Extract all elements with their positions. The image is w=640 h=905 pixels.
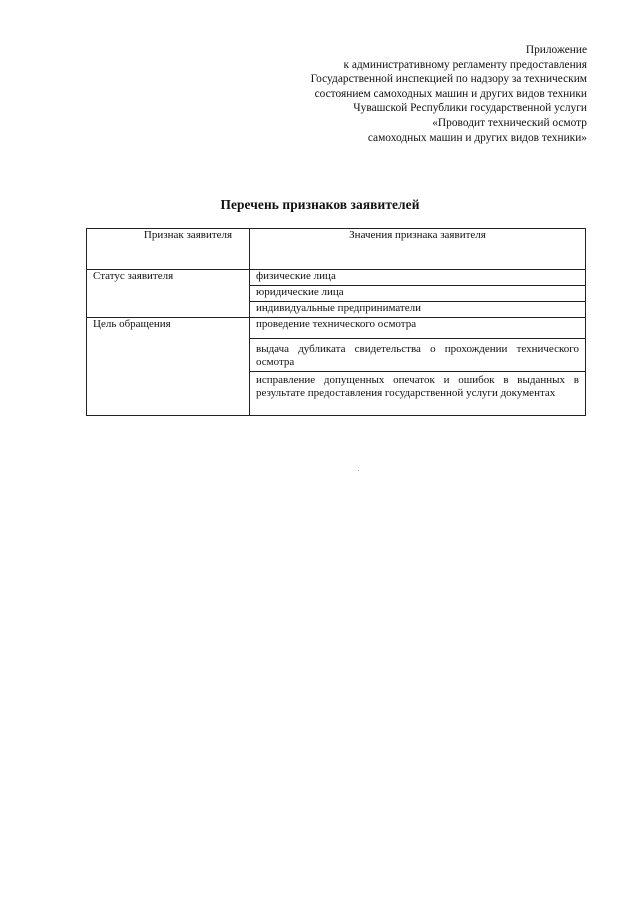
table-row — [87, 318, 586, 339]
value-cell: выдача дубликата свидетельства о прохождении технического осмотра — [250, 339, 586, 372]
scan-speck — [358, 470, 359, 471]
applicant-signs-table — [86, 228, 586, 416]
appendix-line: Приложение — [525, 44, 587, 56]
appendix-line: состоянием самоходных машин и других видов техники — [314, 87, 587, 100]
value-cell: физические лица — [250, 270, 586, 286]
sign-status: Статус заявителя — [87, 270, 250, 318]
value-cell: индивидуальные предприниматели — [250, 302, 586, 318]
appendix-line: Государственной инспекцией по надзору за техническим — [310, 73, 587, 86]
value-cell: исправление допущенных опечаток и ошибок в выданных в результате предоставления государственной услуги документах — [250, 372, 586, 416]
document-title: Перечень признаков заявителей — [220, 197, 420, 212]
appendix-line: самоходных машин и других видов техники» — [367, 131, 587, 144]
table-row — [87, 270, 586, 286]
appendix-line: к административному регламенту предоставления — [343, 58, 587, 71]
appendix-line: «Проводит технический осмотр — [432, 116, 587, 129]
table-header-row — [87, 229, 586, 270]
sign-purpose: Цель обращения — [87, 318, 250, 416]
appendix-note — [227, 43, 587, 145]
appendix-line: Чувашской Республики государственной услуги — [353, 102, 587, 115]
value-cell: проведение технического осмотра — [250, 318, 586, 339]
value-cell: юридические лица — [250, 286, 586, 302]
header-sign: Признак заявителя — [87, 229, 250, 270]
header-values: Значения признака заявителя — [250, 229, 586, 270]
